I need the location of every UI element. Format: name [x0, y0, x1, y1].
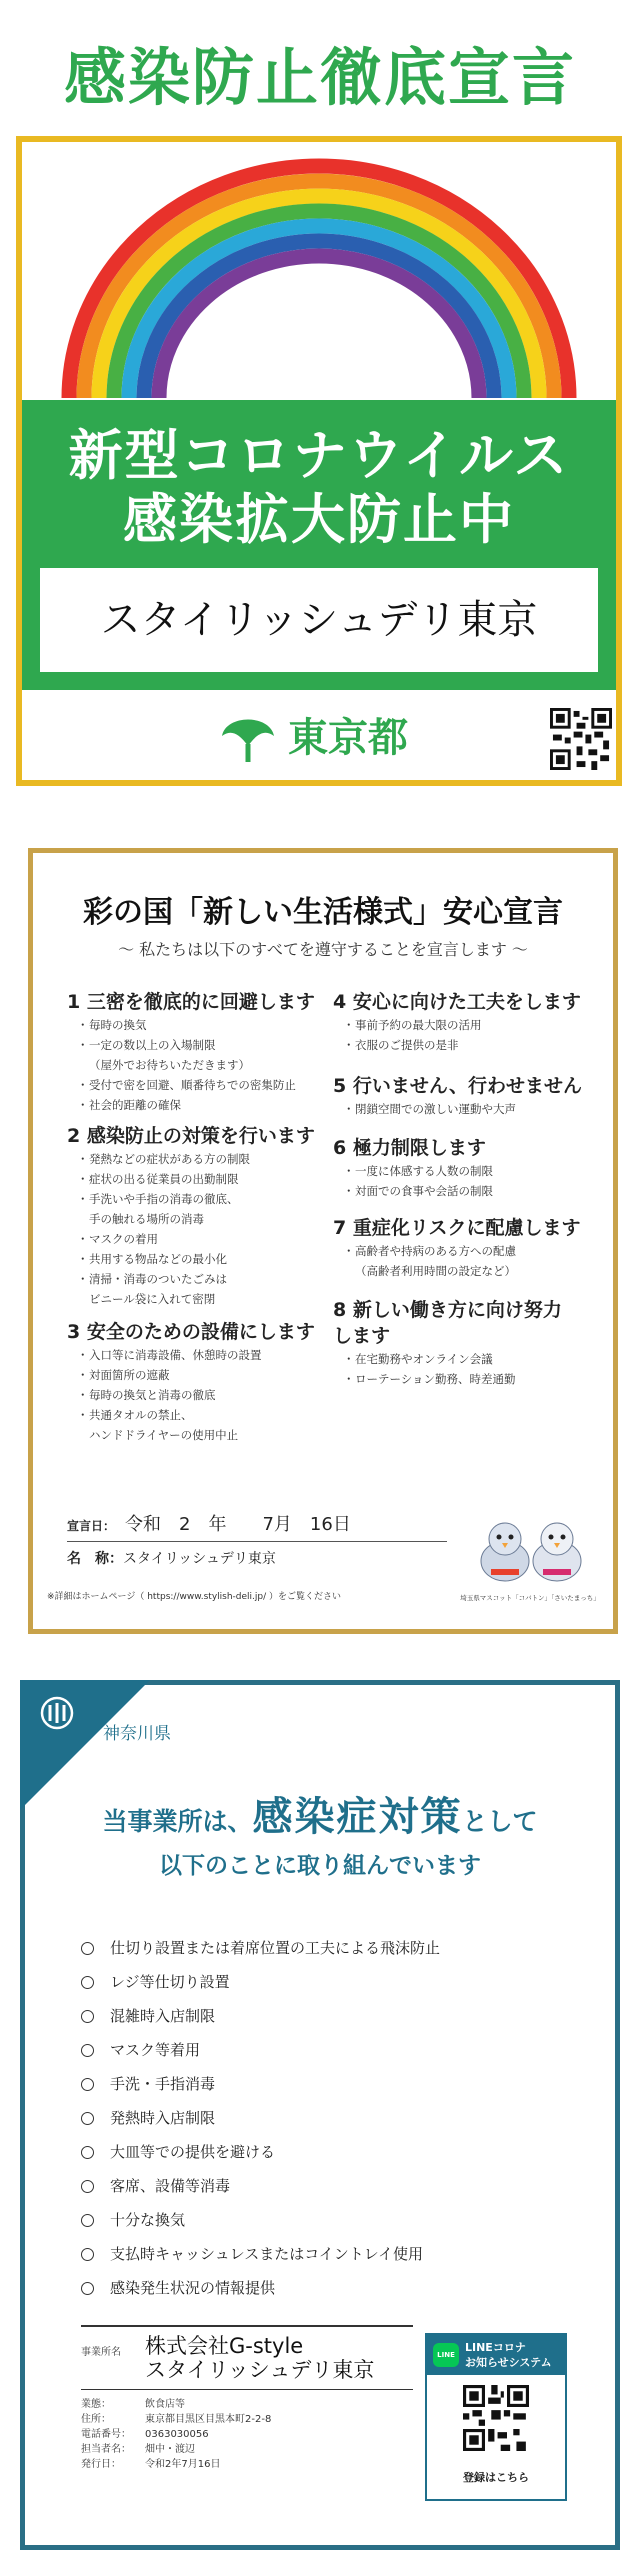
list-item: [81, 2237, 601, 2271]
circle-icon: [81, 1976, 94, 1989]
declaration-name: [67, 1547, 276, 1571]
name-value: スタイリッシュデリ東京: [123, 1551, 276, 1567]
saitama-section-2: [67, 1123, 327, 1309]
line-logo-icon: LINE: [433, 2343, 459, 2367]
tokyo-frame: [16, 136, 622, 786]
business-top-rule: [81, 2325, 413, 2327]
business-rule: [81, 2389, 413, 2390]
section-item: ・ 在宅勤務やオンライン会議: [333, 1349, 573, 1369]
bird-mascot-icon: [471, 1515, 591, 1585]
section-item: ・ 共通タオルの禁止、: [67, 1405, 327, 1425]
section-item: ・ マスクの着用: [67, 1229, 327, 1249]
info-row: [81, 2427, 271, 2442]
item-text: 発熱時入店制限: [110, 2109, 216, 2127]
circle-icon: [81, 1942, 94, 1955]
section-heading: 5 行いません、行わせません: [333, 1075, 582, 1097]
section-heading: 7 重症化リスクに配慮します: [333, 1217, 581, 1239]
circle-icon: [81, 2248, 94, 2261]
line-title-2: お知らせシステム: [465, 2356, 552, 2369]
section-item: ・ 衣服のご提供の是非: [333, 1035, 603, 1055]
tokyo-green-panel: [22, 400, 616, 690]
section-item: ・ 共用する物品などの最小化: [67, 1249, 327, 1269]
name-label: 名 称：: [67, 1551, 123, 1567]
saitama-section-8: [333, 1297, 573, 1389]
section-item: ビニール袋に入れて密閉: [89, 1292, 216, 1306]
section-item: ・ 一定の数以上の入場制限: [67, 1035, 327, 1055]
info-value: 令和2年7月16日: [145, 2459, 221, 2470]
list-item: [81, 1931, 601, 1965]
section-item: ・ 事前予約の最大限の活用: [333, 1015, 603, 1035]
tokyo-title: 感染防止徹底宣言: [63, 41, 576, 114]
tokyo-headline-1: 新型コロナウイルス: [68, 424, 570, 487]
list-item: [81, 2169, 601, 2203]
date-label: 宣言日：: [67, 1519, 116, 1533]
circle-icon: [81, 2146, 94, 2159]
list-item: [81, 1965, 601, 1999]
section-item: ・ 受付で密を回避、順番待ちでの密集防止: [67, 1075, 327, 1095]
date-underline: [67, 1541, 447, 1542]
section-item: ・ 一度に体感する人数の制限: [333, 1161, 603, 1181]
tokyo-logo: [218, 708, 438, 768]
info-row: [81, 2457, 271, 2472]
qr-code-icon[interactable]: [463, 2385, 529, 2451]
circle-icon: [81, 2180, 94, 2193]
list-item: [81, 2271, 601, 2305]
list-item: [81, 2203, 601, 2237]
section-item: （高齢者利用時間の設定など）: [355, 1264, 516, 1278]
section-heading: 2 感染防止の対策を行います: [67, 1125, 315, 1147]
circle-icon: [81, 2112, 94, 2125]
kanagawa-heading-1: [25, 1785, 615, 1842]
saitama-section-3: [67, 1319, 327, 1445]
saitama-section-4: [333, 989, 603, 1055]
info-value: 0363030056: [145, 2429, 209, 2440]
section-item: ・ 高齢者や持病のある方への配慮: [333, 1241, 603, 1261]
saitama-section-1: [67, 989, 327, 1115]
item-text: 客席、設備等消毒: [110, 2177, 231, 2195]
item-text: 仕切り設置または着席位置の工夫による飛沫防止: [110, 1939, 441, 1957]
item-text: 大皿等での提供を避ける: [110, 2143, 276, 2161]
item-text: マスク等着用: [110, 2041, 201, 2059]
tokyo-store-name: スタイリッシュデリ東京: [40, 568, 598, 672]
info-key: 担当者名：: [81, 2444, 131, 2455]
heading-part-c: として: [462, 1807, 538, 1836]
section-item: ・ 毎時の換気: [67, 1015, 327, 1035]
circle-icon: [81, 2078, 94, 2091]
line-box-header: [427, 2335, 565, 2375]
info-value: 畑中・渡辺: [145, 2444, 195, 2455]
list-item: [81, 2067, 601, 2101]
rainbow-icon: [58, 158, 580, 398]
info-value: 飲食店等: [145, 2399, 185, 2410]
saitama-title: 彩の国「新しい生活様式」安心宣言: [83, 895, 563, 930]
section-item: ・ 入口等に消毒設備、休憩時の設置: [67, 1345, 327, 1365]
circle-icon: [81, 2044, 94, 2057]
business-info: [81, 2397, 271, 2472]
section-heading: 1 三密を徹底的に回避します: [67, 991, 315, 1013]
section-heading: 8 新しい働き方に向け努力します: [333, 1299, 562, 1347]
section-item: ・ ローテーション勤務、時差通勤: [333, 1369, 573, 1389]
section-item: ・ 閉鎖空間での激しい運動や大声: [333, 1099, 603, 1119]
business-name-label: 事業所名: [81, 2347, 121, 2358]
list-item: [81, 2135, 601, 2169]
info-row: [81, 2412, 271, 2427]
circle-icon: [81, 2214, 94, 2227]
homepage-note: ※詳細はホームページ（ https://www.stylish-deli.jp/ ）をご覧ください: [47, 1592, 342, 1602]
item-text: 感染発生状況の情報提供: [110, 2279, 276, 2297]
info-key: 業態：: [81, 2399, 111, 2410]
kanagawa-emblem-icon: [39, 1695, 75, 1731]
item-text: 十分な換気: [110, 2211, 186, 2229]
info-value: 東京都目黒区目黒本町2-2-8: [145, 2414, 272, 2425]
measures-list: [81, 1931, 601, 2305]
circle-icon: [81, 2010, 94, 2023]
list-item: [81, 1999, 601, 2033]
list-item: [81, 2101, 601, 2135]
info-row: [81, 2442, 271, 2457]
section-item: （屋外でお待ちいただきます）: [89, 1058, 250, 1072]
info-key: 住所：: [81, 2414, 111, 2425]
section-item: 手の触れる場所の消毒: [89, 1212, 204, 1226]
ginkgo-icon: [218, 708, 278, 768]
item-text: 手洗・手指消毒: [110, 2075, 216, 2093]
info-row: [81, 2397, 271, 2412]
info-key: 発行日：: [81, 2459, 121, 2470]
heading-part-b: 感染症対策: [252, 1794, 463, 1840]
section-item: ・ 対面箇所の遮蔽: [67, 1365, 327, 1385]
list-item: [81, 2033, 601, 2067]
section-item: ・ 社会的距離の確保: [67, 1095, 327, 1115]
saitama-section-6: [333, 1135, 603, 1201]
section-item: ・ 毎時の換気と消毒の徹底: [67, 1385, 327, 1405]
kanagawa-heading-2: 以下のことに取り組んでいます: [159, 1853, 481, 1879]
tokyo-poster: [0, 0, 640, 800]
section-item: ・ 対面での食事や会話の制限: [333, 1181, 603, 1201]
line-title-1: LINEコロナ: [465, 2341, 526, 2354]
section-heading: 6 極力制限します: [333, 1137, 486, 1159]
info-key: 電話番号：: [81, 2429, 131, 2440]
section-heading: 4 安心に向けた工夫をします: [333, 991, 581, 1013]
qr-code-icon[interactable]: [550, 708, 612, 770]
line-registration-box[interactable]: [425, 2333, 567, 2501]
declaration-date: [67, 1511, 447, 1540]
item-text: 支払時キャッシュレスまたはコイントレイ使用: [110, 2245, 424, 2263]
section-item: ・ 症状の出る従業員の出勤制限: [67, 1169, 327, 1189]
mascot-caption: 埼玉県マスコット「コバトン」「さいたまっち」: [460, 1594, 600, 1602]
heading-part-a: 当事業所は、: [102, 1807, 253, 1836]
item-text: 混雑時入店制限: [110, 2007, 216, 2025]
date-value: 令和 2 年 7月 16日: [125, 1514, 351, 1535]
section-item: ハンドドライヤーの使用中止: [89, 1428, 239, 1442]
kanagawa-poster: [20, 1680, 620, 2550]
saitama-section-5: [333, 1073, 603, 1119]
tokyo-headline-2: 感染拡大防止中: [123, 488, 515, 551]
saitama-poster: [28, 848, 618, 1634]
store-name: スタイリッシュデリ東京: [145, 2358, 375, 2382]
prefecture-name: 神奈川県: [103, 1724, 171, 1744]
section-item: ・ 手洗いや手指の消毒の徹底、: [67, 1189, 327, 1209]
line-register-caption[interactable]: 登録はこちら: [463, 2471, 529, 2484]
section-item: ・ 発熱などの症状がある方の制限: [67, 1149, 327, 1169]
section-heading: 3 安全のための設備にします: [67, 1321, 315, 1343]
company-name: 株式会社G-style: [145, 2334, 304, 2358]
section-item: ・ 清掃・消毒のついたごみは: [67, 1269, 327, 1289]
tokyo-logo-text: 東京都: [288, 715, 408, 761]
saitama-subtitle: ～ 私たちは以下のすべてを遵守することを宣言します ～: [118, 940, 528, 959]
item-text: レジ等仕切り設置: [110, 1973, 230, 1991]
circle-icon: [81, 2282, 94, 2295]
saitama-section-7: [333, 1215, 603, 1281]
